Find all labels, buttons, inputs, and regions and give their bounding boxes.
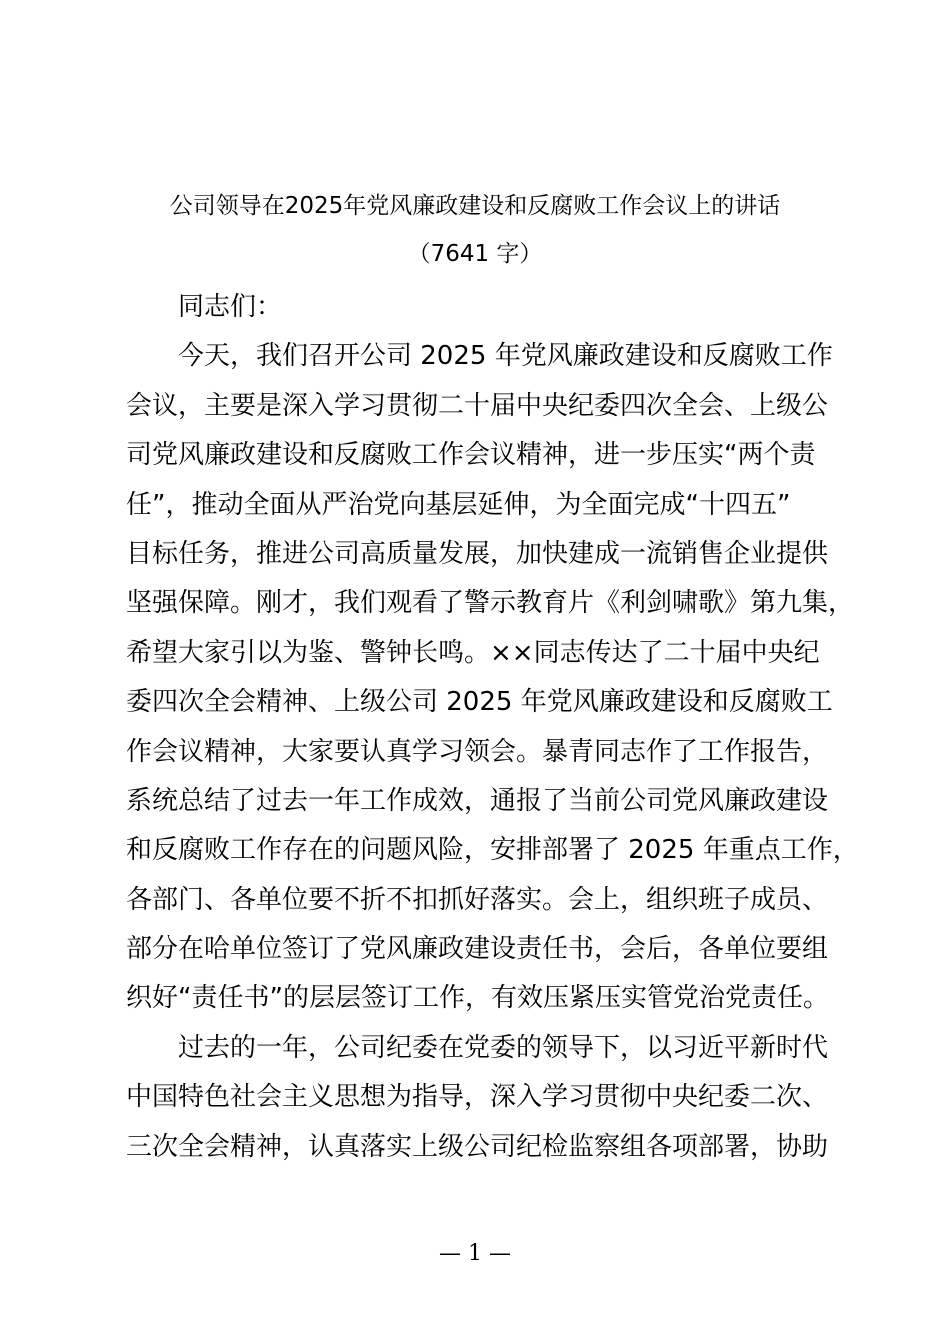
salutation: 同志们： [178,292,283,322]
body-line: 委四次全会精神、上级公司 2025 年党风廉政建设和反腐败工 [126,687,833,718]
document-title: 公司领导在2025年党风廉政建设和反腐败工作会议上的讲话 [169,193,781,219]
body-line: 织好“责任书”的层层签订工作，有效压紧压实管党治党责任。 [126,983,829,1014]
body-line: 过去的一年，公司纪委在党委的领导下，以习近平新时代 [178,1032,829,1063]
body-line: 目标任务，推进公司高质量发展，加快建成一流销售企业提供 [126,538,829,569]
body-line: 任”，推动全面从严治党向基层延伸，为全面完成“十四五” [126,489,791,520]
body-line: 中国特色社会主义思想为指导，深入学习贯彻中央纪委二次、 [126,1082,829,1113]
body-line: 和反腐败工作存在的问题风险，安排部署了 2025 年重点工作， [126,835,859,866]
body-line: 作会议精神，大家要认真学习领会。暴青同志作了工作报告， [126,736,829,767]
body-line: 坚强保障。刚才，我们观看了警示教育片《利剑啸歌》第九集， [126,588,855,619]
body-line: 部分在哈单位签订了党风廉政建设责任书，会后，各单位要组 [126,934,829,965]
document-body [126,283,866,1172]
body-line: 司党风廉政建设和反腐败工作会议精神，进一步压实“两个责 [126,440,816,471]
word-count: （7641 字） [407,241,543,267]
page-number: — 1 — [439,1241,511,1266]
body-line: 会议，主要是深入学习贯彻二十届中央纪委四次全会、上级公 [126,390,829,421]
body-line: 各部门、各单位要不折不扣抓好落实。会上，组织班子成员、 [126,884,829,915]
body-line: 希望大家引以为鉴、警钟长鸣。××同志传达了二十届中央纪 [126,637,820,668]
body-line: 今天，我们召开公司 2025 年党风廉政建设和反腐败工作 [178,341,833,372]
body-line: 三次全会精神，认真落实上级公司纪检监察组各项部署，协助 [126,1131,829,1162]
body-line: 系统总结了过去一年工作成效，通报了当前公司党风廉政建设 [126,785,829,816]
